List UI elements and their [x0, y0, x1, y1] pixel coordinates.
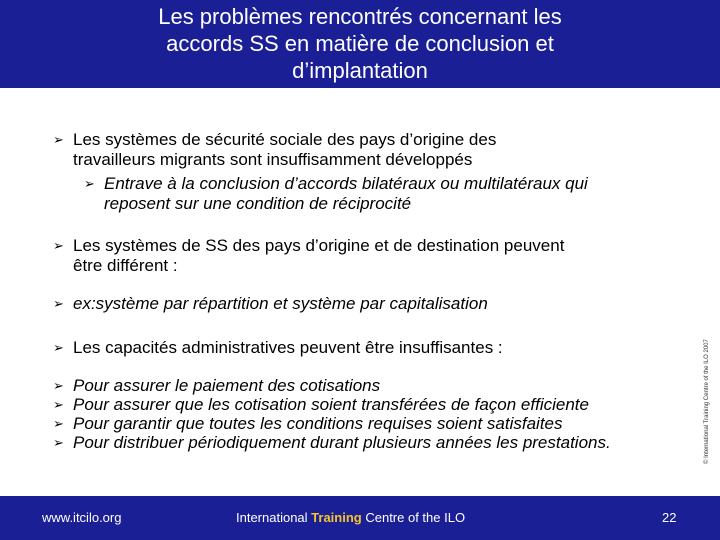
bullet-text: Pour assurer le paiement des cotisations — [73, 376, 381, 395]
copyright-note: © International Training Centre of the ILO 2007 — [704, 339, 710, 464]
footer-url: www.itcilo.org — [42, 510, 122, 525]
page-number: 22 — [662, 510, 677, 525]
arrow-bullet-icon: ➢ — [84, 176, 95, 191]
bullet-text: Les systèmes de SS des pays d’origine et de destination peuvent — [73, 236, 565, 255]
sub-bullet-text: Entrave à la conclusion d’accords bilatéraux ou multilatéraux qui — [104, 174, 588, 193]
arrow-bullet-icon: ➢ — [53, 132, 64, 147]
bullet-text: Pour garantir que toutes les conditions requises soient satisfaites — [73, 414, 563, 433]
arrow-bullet-icon: ➢ — [53, 435, 64, 450]
arrow-bullet-icon: ➢ — [53, 378, 64, 393]
title-line: Les problèmes rencontrés concernant les — [158, 4, 562, 29]
footer-centre-bold: Training — [311, 510, 362, 525]
arrow-bullet-icon: ➢ — [53, 296, 64, 311]
arrow-bullet-icon: ➢ — [53, 397, 64, 412]
bullet-text: ex:système par répartition et système par capitalisation — [73, 294, 488, 313]
title-line: d’implantation — [292, 58, 428, 83]
bullet-text: être différent : — [73, 256, 178, 275]
footer-centre-post: Centre of the ILO — [361, 510, 466, 525]
footer-centre-pre: International — [236, 510, 312, 525]
sub-bullet-text: reposent sur une condition de réciprocité — [104, 194, 412, 213]
bullet-text: travailleurs migrants sont insuffisamment développés — [73, 150, 473, 169]
arrow-bullet-icon: ➢ — [53, 340, 64, 355]
bullet-text: Pour assurer que les cotisation soient transférées de façon efficiente — [73, 395, 589, 414]
title-line: accords SS en matière de conclusion et — [166, 31, 554, 56]
bullet-text: Les systèmes de sécurité sociale des pays d’origine des — [73, 130, 497, 149]
bullet-text: Pour distribuer périodiquement durant plusieurs années les prestations. — [73, 433, 611, 452]
bullet-text: Les capacités administratives peuvent être insuffisantes : — [73, 338, 503, 357]
arrow-bullet-icon: ➢ — [53, 416, 64, 431]
footer-centre-name — [236, 510, 465, 525]
arrow-bullet-icon: ➢ — [53, 238, 64, 253]
